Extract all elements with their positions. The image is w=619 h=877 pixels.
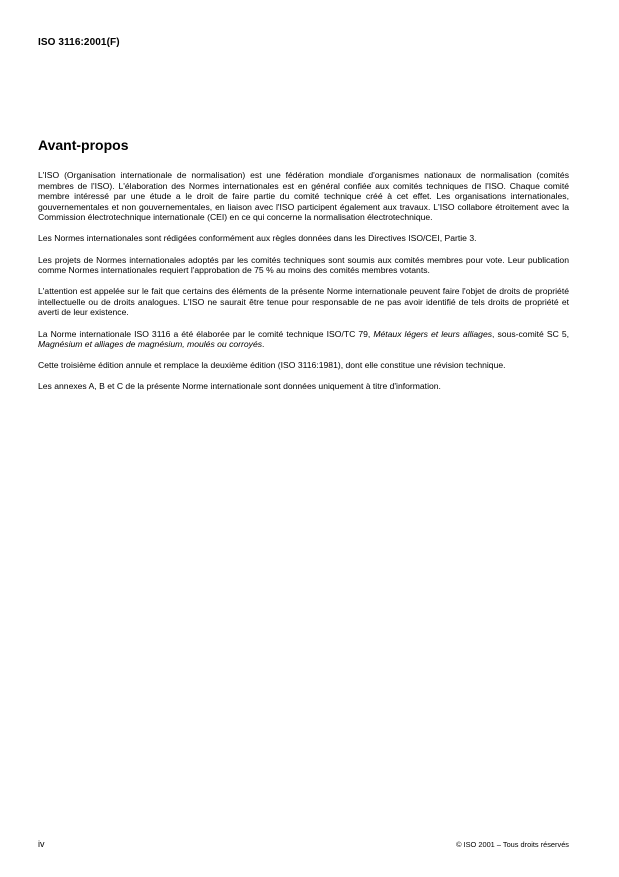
committee-title: Métaux légers et leurs alliages <box>373 328 493 339</box>
committee-text-part2: , sous-comité SC 5, <box>492 328 570 339</box>
paragraph-drafting-rules: Les Normes internationales sont rédigées conformément aux règles données dans les Directives ISO/CEI, Partie 3. <box>38 233 477 244</box>
page-number: iv <box>38 839 45 849</box>
paragraph-committee <box>38 329 569 350</box>
committee-text-part3: . <box>262 339 265 350</box>
paragraph-patent-rights: L'attention est appelée sur le fait que certains des éléments de la présente Norme internationale peuvent faire l'objet de droits de propriété intellectuelle ou de droits analogues. L'ISO ne saurait être tenue pour responsable de ne pas avoir identifié de tels droits de propriété et averti de leur existence. <box>38 286 569 318</box>
paragraph-annexes: Les annexes A, B et C de la présente Norme internationale sont données uniquement à titre d'information. <box>38 381 441 392</box>
document-reference: ISO 3116:2001(F) <box>38 37 120 48</box>
paragraph-iso-organisation: L'ISO (Organisation internationale de normalisation) est une fédération mondiale d'organismes nationaux de normalisation (comités membres de l'ISO). L'élaboration des Normes internationales est en général confiée aux comités techniques de l'ISO. Chaque comité membre intéressé par une étude a le droit de faire partie du comité technique créé à cet effet. Les organisations internationales, gouvernementales et non gouvernementales, en liaison avec l'ISO participent également aux travaux. L'ISO collabore étroitement avec la Commission électrotechnique internationale (CEI) en ce qui concerne la normalisation électrotechnique. <box>38 170 569 223</box>
committee-text-part1: La Norme internationale ISO 3116 a été élaborée par le comité technique ISO/TC 79, <box>38 328 374 339</box>
page-title: Avant-propos <box>38 137 129 153</box>
paragraph-edition: Cette troisième édition annule et remplace la deuxième édition (ISO 3116:1981), dont elle constitue une révision technique. <box>38 360 506 371</box>
paragraph-voting: Les projets de Normes internationales adoptés par les comités techniques sont soumis aux comités membres pour vote. Leur publication comme Normes internationales requiert l'approbation de 75 % au moins des comités membres votants. <box>38 254 569 276</box>
copyright-notice: © ISO 2001 – Tous droits réservés <box>456 840 569 849</box>
subcommittee-title: Magnésium et alliages de magnésium, moulés ou corroyés <box>38 339 263 350</box>
foreword-body <box>38 170 569 402</box>
